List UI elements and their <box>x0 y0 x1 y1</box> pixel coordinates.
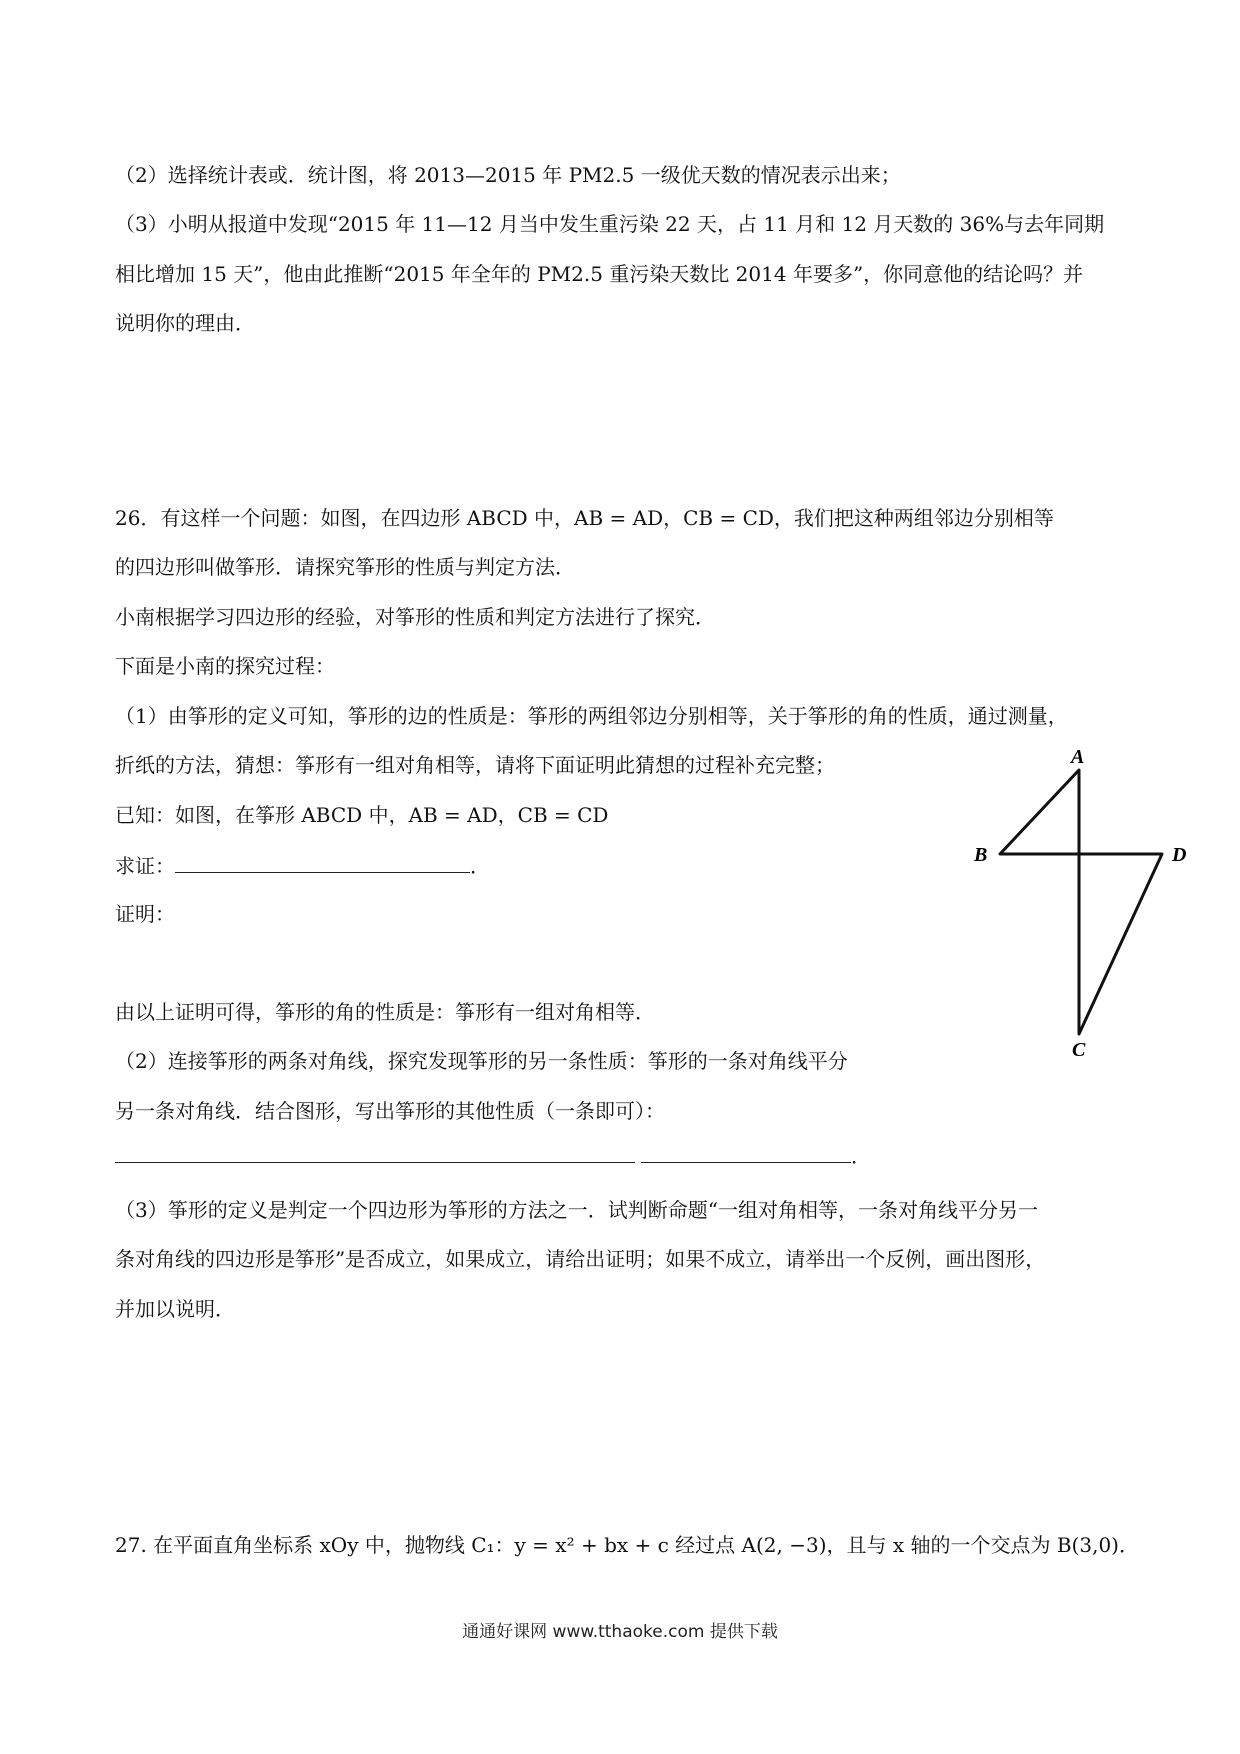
q26-part3-line3: 并加以说明． <box>115 1297 235 1321</box>
q26-part2-line2: 另一条对角线．结合图形，写出筝形的其他性质（一条即可）： <box>115 1099 665 1123</box>
q25-part3-line1: （3）小明从报道中发现“2015 年 11—12 月当中发生重污染 22 天，占 11 月和 12 月天数的 36%与去年同期 <box>115 212 1105 236</box>
q26-proof-label: 证明： <box>115 902 175 926</box>
q26-line4: 下面是小南的探究过程： <box>115 654 335 678</box>
q26-intro-line1: 26．有这样一个问题：如图，在四边形 ABCD 中，AB = AD，CB = CD，我们把这种两组邻边分别相等 <box>115 506 1054 530</box>
q26-part1-line1: （1）由筝形的定义可知，筝形的边的性质是：筝形的两组邻边分别相等，关于筝形的角的性质，通过测量， <box>115 704 1068 728</box>
q26-prove-row <box>115 852 490 878</box>
q25-part3-line3: 说明你的理由． <box>115 311 255 335</box>
q26-conclusion: 由以上证明可得，筝形的角的性质是：筝形有一组对角相等． <box>115 1000 655 1024</box>
q26-intro-line2: 的四边形叫做筝形．请探究筝形的性质与判定方法． <box>115 555 575 579</box>
q26-part3-line2: 条对角线的四边形是筝形”是否成立，如果成立，请给出证明；如果不成立，请举出一个反例，画出图形， <box>115 1247 1046 1271</box>
kite-outline <box>1000 770 1162 1034</box>
vertex-label-c: C <box>1072 1039 1086 1060</box>
prove-answer-blank[interactable] <box>175 852 470 873</box>
q26-answer-row <box>115 1142 871 1168</box>
q26-part1-line2: 折纸的方法，猜想：筝形有一组对角相等，请将下面证明此猜想的过程补充完整； <box>115 753 835 777</box>
vertex-label-d: D <box>1172 844 1187 866</box>
prove-label: 求证： <box>115 854 175 878</box>
q26-part3-line1: （3）筝形的定义是判定一个四边形为筝形的方法之一．试判断命题“一组对角相等，一条对角线平分另一 <box>115 1198 1038 1222</box>
q25-part2: （2）选择统计表或．统计图，将 2013—2015 年 PM2.5 一级优天数的情况表示出来； <box>115 163 901 187</box>
kite-figure <box>960 740 1200 1060</box>
answer-end: ． <box>851 1144 871 1168</box>
q26-given: 已知：如图，在筝形 ABCD 中，AB = AD，CB = CD <box>115 803 609 827</box>
q26-line3: 小南根据学习四边形的经验，对筝形的性质和判定方法进行了探究． <box>115 605 715 629</box>
vertex-label-a: A <box>1071 746 1085 768</box>
prove-end: ． <box>470 854 490 878</box>
property-answer-blank-2[interactable] <box>641 1142 851 1163</box>
q27-line1: 27. 在平面直角坐标系 xOy 中，抛物线 C₁：y = x² + bx + c 经过点 A(2, −3)，且与 x 轴的一个交点为 B(3,0)． <box>115 1533 1139 1557</box>
q25-part3-line2: 相比增加 15 天”，他由此推断“2015 年全年的 PM2.5 重污染天数比 2014 年要多”，你同意他的结论吗？并 <box>115 262 1084 286</box>
property-answer-blank-1[interactable] <box>115 1142 635 1163</box>
page-footer: 通通好课网 www.tthaoke.com 提供下载 <box>462 1622 778 1642</box>
vertex-label-b: B <box>974 844 988 866</box>
q26-part2-line1: （2）连接筝形的两条对角线，探究发现筝形的另一条性质：筝形的一条对角线平分 <box>115 1049 848 1073</box>
